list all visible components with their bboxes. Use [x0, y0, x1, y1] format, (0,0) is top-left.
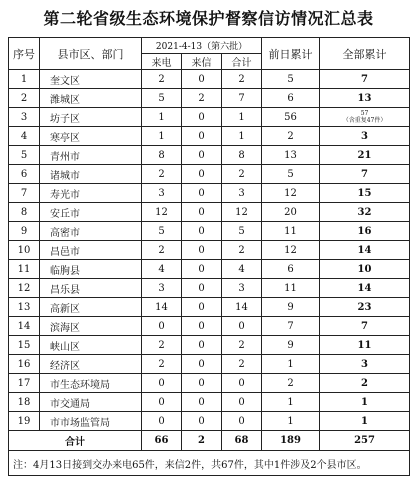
row-seq: 17 [9, 374, 40, 393]
row-total-cumulative: 21 [320, 146, 410, 165]
table-row [9, 317, 410, 336]
row-region: 寿光市 [40, 184, 142, 203]
row-subtotal: 2 [222, 70, 262, 89]
row-letter: 0 [182, 108, 222, 127]
row-prev-cumulative: 11 [262, 222, 320, 241]
header-seq: 序号 [9, 38, 40, 70]
row-call: 0 [142, 393, 182, 412]
row-seq: 11 [9, 260, 40, 279]
row-prev-cumulative: 13 [262, 146, 320, 165]
note-row [9, 451, 410, 476]
row-total-cumulative: 15 [320, 184, 410, 203]
totals-letter: 2 [182, 431, 222, 451]
row-letter: 0 [182, 165, 222, 184]
row-letter: 0 [182, 222, 222, 241]
row-subtotal: 1 [222, 108, 262, 127]
row-call: 1 [142, 108, 182, 127]
row-call: 1 [142, 127, 182, 146]
totals-subtotal: 68 [222, 431, 262, 451]
header-call: 来电 [142, 54, 182, 70]
row-total-note: （含重复47件） [342, 117, 387, 124]
table-row [9, 279, 410, 298]
row-subtotal: 1 [222, 127, 262, 146]
row-call: 0 [142, 412, 182, 431]
row-prev-cumulative: 20 [262, 203, 320, 222]
row-region: 市生态环境局 [40, 374, 142, 393]
table-row [9, 165, 410, 184]
row-total-cumulative: 1 [320, 393, 410, 412]
row-region: 高密市 [40, 222, 142, 241]
table-row [9, 222, 410, 241]
totals-total: 257 [320, 431, 410, 451]
header-prev-cumulative: 前日累计 [262, 38, 320, 70]
row-total-cumulative: 7 [320, 70, 410, 89]
row-region: 坊子区 [40, 108, 142, 127]
row-total-cumulative: 2 [320, 374, 410, 393]
table-row [9, 241, 410, 260]
row-seq: 16 [9, 355, 40, 374]
row-letter: 0 [182, 374, 222, 393]
row-seq: 8 [9, 203, 40, 222]
row-region: 经济区 [40, 355, 142, 374]
row-seq: 7 [9, 184, 40, 203]
table-row [9, 108, 410, 127]
row-total-cumulative: 14 [320, 241, 410, 260]
row-call: 3 [142, 279, 182, 298]
row-region: 滨海区 [40, 317, 142, 336]
row-total-cumulative: 3 [320, 355, 410, 374]
row-total-cumulative [320, 108, 410, 127]
row-subtotal: 2 [222, 165, 262, 184]
row-letter: 0 [182, 260, 222, 279]
row-prev-cumulative: 1 [262, 412, 320, 431]
row-call: 4 [142, 260, 182, 279]
row-seq: 5 [9, 146, 40, 165]
header-date-batch: 2021-4-13（第六批） [142, 38, 262, 54]
row-prev-cumulative: 1 [262, 393, 320, 412]
row-seq: 12 [9, 279, 40, 298]
row-seq: 15 [9, 336, 40, 355]
row-seq: 2 [9, 89, 40, 108]
table-row [9, 374, 410, 393]
row-region: 昌乐县 [40, 279, 142, 298]
table-row [9, 393, 410, 412]
row-subtotal: 5 [222, 222, 262, 241]
row-seq: 6 [9, 165, 40, 184]
footnote: 注：4月13日接到交办来电65件，来信2件，共67件，其中1件涉及2个县市区。 [9, 451, 410, 476]
row-call: 5 [142, 89, 182, 108]
row-subtotal: 3 [222, 184, 262, 203]
row-total-cumulative: 23 [320, 298, 410, 317]
row-call: 2 [142, 165, 182, 184]
row-region: 昌邑市 [40, 241, 142, 260]
row-total-cumulative: 7 [320, 317, 410, 336]
row-subtotal: 2 [222, 241, 262, 260]
row-seq: 18 [9, 393, 40, 412]
header-letter: 来信 [182, 54, 222, 70]
row-letter: 2 [182, 89, 222, 108]
row-call: 8 [142, 146, 182, 165]
row-call: 0 [142, 317, 182, 336]
row-letter: 0 [182, 184, 222, 203]
row-call: 2 [142, 355, 182, 374]
table-row [9, 336, 410, 355]
totals-label: 合计 [9, 431, 142, 451]
row-total-cumulative: 32 [320, 203, 410, 222]
totals-call: 66 [142, 431, 182, 451]
row-prev-cumulative: 1 [262, 355, 320, 374]
row-seq: 14 [9, 317, 40, 336]
row-letter: 0 [182, 298, 222, 317]
row-subtotal: 0 [222, 374, 262, 393]
row-subtotal: 2 [222, 355, 262, 374]
row-call: 2 [142, 336, 182, 355]
row-prev-cumulative: 56 [262, 108, 320, 127]
header-region: 县市区、部门 [40, 38, 142, 70]
row-subtotal: 3 [222, 279, 262, 298]
row-region: 寒亭区 [40, 127, 142, 146]
row-prev-cumulative: 2 [262, 127, 320, 146]
table-row [9, 70, 410, 89]
row-call: 2 [142, 70, 182, 89]
row-total-cumulative: 14 [320, 279, 410, 298]
row-prev-cumulative: 5 [262, 165, 320, 184]
row-region: 安丘市 [40, 203, 142, 222]
row-prev-cumulative: 11 [262, 279, 320, 298]
row-prev-cumulative: 9 [262, 298, 320, 317]
row-subtotal: 7 [222, 89, 262, 108]
row-region: 青州市 [40, 146, 142, 165]
row-letter: 0 [182, 336, 222, 355]
table-row [9, 298, 410, 317]
petition-summary-table [8, 37, 410, 476]
totals-prev: 189 [262, 431, 320, 451]
table-row [9, 203, 410, 222]
table-body [9, 70, 410, 431]
row-call: 12 [142, 203, 182, 222]
row-letter: 0 [182, 146, 222, 165]
row-subtotal: 0 [222, 393, 262, 412]
totals-row [9, 431, 410, 451]
table-row [9, 89, 410, 108]
row-total-cumulative: 11 [320, 336, 410, 355]
header-subtotal: 合计 [222, 54, 262, 70]
row-region: 临朐县 [40, 260, 142, 279]
row-call: 3 [142, 184, 182, 203]
row-prev-cumulative: 2 [262, 374, 320, 393]
row-prev-cumulative: 7 [262, 317, 320, 336]
row-subtotal: 0 [222, 412, 262, 431]
row-prev-cumulative: 6 [262, 260, 320, 279]
row-seq: 13 [9, 298, 40, 317]
row-seq: 4 [9, 127, 40, 146]
row-letter: 0 [182, 355, 222, 374]
row-total-cumulative: 16 [320, 222, 410, 241]
row-letter: 0 [182, 241, 222, 260]
row-region: 高新区 [40, 298, 142, 317]
row-seq: 19 [9, 412, 40, 431]
row-region: 诸城市 [40, 165, 142, 184]
row-seq: 10 [9, 241, 40, 260]
row-prev-cumulative: 5 [262, 70, 320, 89]
table-row [9, 127, 410, 146]
row-call: 5 [142, 222, 182, 241]
row-call: 0 [142, 374, 182, 393]
row-seq: 9 [9, 222, 40, 241]
row-subtotal: 8 [222, 146, 262, 165]
row-total-cumulative: 1 [320, 412, 410, 431]
row-letter: 0 [182, 203, 222, 222]
row-subtotal: 14 [222, 298, 262, 317]
row-letter: 0 [182, 317, 222, 336]
header-row-top [9, 38, 410, 54]
row-total-cumulative: 7 [320, 165, 410, 184]
row-seq: 3 [9, 108, 40, 127]
row-region: 峡山区 [40, 336, 142, 355]
row-letter: 0 [182, 70, 222, 89]
row-letter: 0 [182, 127, 222, 146]
table-row [9, 412, 410, 431]
row-total-cumulative: 13 [320, 89, 410, 108]
row-seq: 1 [9, 70, 40, 89]
row-region: 市交通局 [40, 393, 142, 412]
table-row [9, 184, 410, 203]
row-subtotal: 12 [222, 203, 262, 222]
row-region: 奎文区 [40, 70, 142, 89]
page-title: 第二轮省级生态环境保护督察信访情况汇总表 [43, 9, 374, 28]
row-letter: 0 [182, 393, 222, 412]
row-subtotal: 2 [222, 336, 262, 355]
row-region: 潍城区 [40, 89, 142, 108]
row-prev-cumulative: 12 [262, 241, 320, 260]
row-total-value: 57 [360, 110, 369, 117]
row-total-cumulative: 10 [320, 260, 410, 279]
row-prev-cumulative: 12 [262, 184, 320, 203]
row-call: 14 [142, 298, 182, 317]
row-call: 2 [142, 241, 182, 260]
row-letter: 0 [182, 279, 222, 298]
row-subtotal: 0 [222, 317, 262, 336]
table-row [9, 260, 410, 279]
row-prev-cumulative: 9 [262, 336, 320, 355]
row-total-cumulative: 3 [320, 127, 410, 146]
table-row [9, 355, 410, 374]
table-row [9, 146, 410, 165]
row-subtotal: 4 [222, 260, 262, 279]
header-total-cumulative: 全部累计 [320, 38, 410, 70]
row-letter: 0 [182, 412, 222, 431]
row-region: 市市场监管局 [40, 412, 142, 431]
row-prev-cumulative: 6 [262, 89, 320, 108]
